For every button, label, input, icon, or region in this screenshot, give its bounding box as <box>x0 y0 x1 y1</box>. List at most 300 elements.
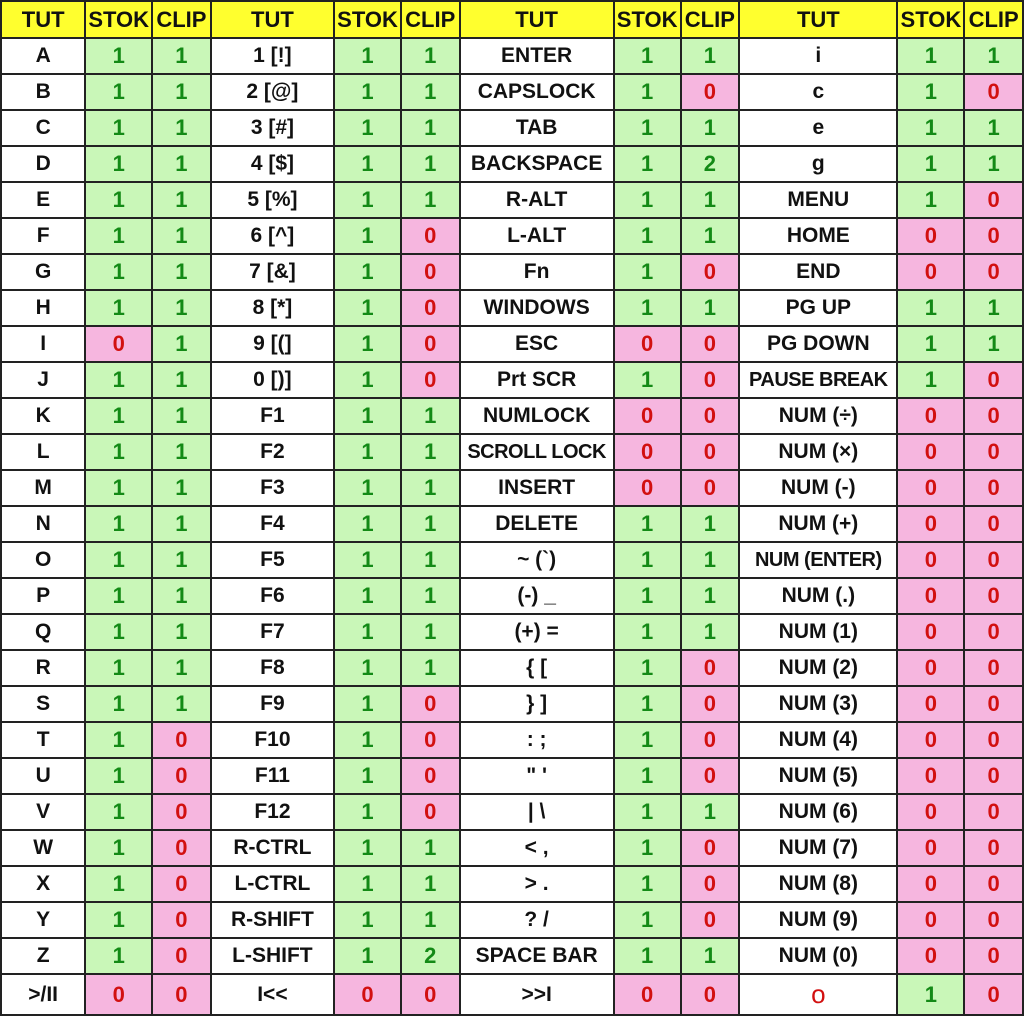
clip-value-cell: 0 <box>401 974 460 1015</box>
key-label-cell: R-SHIFT <box>211 902 334 938</box>
stok-value-cell: 1 <box>334 614 401 650</box>
clip-value-cell: 1 <box>152 650 211 686</box>
column-header-clip: CLIP <box>964 1 1023 38</box>
stok-value-cell: 1 <box>614 362 681 398</box>
stok-value-cell: 0 <box>897 866 964 902</box>
clip-value-cell: 1 <box>681 182 740 218</box>
stok-value-cell: 1 <box>614 542 681 578</box>
stok-value-cell: 1 <box>334 110 401 146</box>
column-header-tut: TUT <box>1 1 85 38</box>
stok-value-cell: 1 <box>85 254 152 290</box>
stok-value-cell: 0 <box>897 758 964 794</box>
key-label-cell: 1 [!] <box>211 38 334 74</box>
stok-value-cell: 0 <box>897 794 964 830</box>
key-label-cell: " ' <box>460 758 614 794</box>
key-label-cell: F12 <box>211 794 334 830</box>
table-row <box>1 470 1023 506</box>
table-body <box>1 38 1023 1015</box>
stok-value-cell: 1 <box>85 218 152 254</box>
clip-value-cell: 0 <box>681 398 740 434</box>
key-label-cell: 2 [@] <box>211 74 334 110</box>
stok-value-cell: 1 <box>614 902 681 938</box>
clip-value-cell: 1 <box>964 290 1023 326</box>
clip-value-cell: 0 <box>964 902 1023 938</box>
stok-value-cell: 1 <box>614 938 681 974</box>
key-label-cell: F9 <box>211 686 334 722</box>
stok-value-cell: 1 <box>85 110 152 146</box>
key-label-cell: U <box>1 758 85 794</box>
key-label-cell: NUM (4) <box>739 722 897 758</box>
clip-value-cell: 1 <box>401 614 460 650</box>
key-label-cell: > . <box>460 866 614 902</box>
key-label-cell: K <box>1 398 85 434</box>
stok-value-cell: 0 <box>614 326 681 362</box>
table-row <box>1 542 1023 578</box>
key-label-cell: PG UP <box>739 290 897 326</box>
stok-value-cell: 1 <box>85 614 152 650</box>
table-row <box>1 74 1023 110</box>
key-label-cell: F2 <box>211 434 334 470</box>
stok-value-cell: 1 <box>334 290 401 326</box>
stok-value-cell: 1 <box>334 146 401 182</box>
key-label-cell: PG DOWN <box>739 326 897 362</box>
key-label-cell: } ] <box>460 686 614 722</box>
clip-value-cell: 1 <box>681 794 740 830</box>
stok-value-cell: 1 <box>85 830 152 866</box>
key-label-cell: NUM (+) <box>739 506 897 542</box>
clip-value-cell: 1 <box>401 902 460 938</box>
clip-value-cell: 0 <box>152 902 211 938</box>
clip-value-cell: 0 <box>152 938 211 974</box>
key-label-cell: 7 [&] <box>211 254 334 290</box>
key-label-cell: ESC <box>460 326 614 362</box>
key-label-cell: N <box>1 506 85 542</box>
clip-value-cell: 0 <box>964 398 1023 434</box>
clip-value-cell: 1 <box>152 470 211 506</box>
stok-value-cell: 0 <box>897 434 964 470</box>
clip-value-cell: 0 <box>681 722 740 758</box>
key-label-cell: R-CTRL <box>211 830 334 866</box>
stok-value-cell: 0 <box>897 398 964 434</box>
table-row <box>1 218 1023 254</box>
table-row <box>1 938 1023 974</box>
key-label-cell: o <box>739 974 897 1015</box>
stok-value-cell: 1 <box>85 74 152 110</box>
clip-value-cell: 1 <box>401 110 460 146</box>
table-row <box>1 794 1023 830</box>
stok-value-cell: 1 <box>897 362 964 398</box>
key-label-cell: P <box>1 578 85 614</box>
table-row <box>1 362 1023 398</box>
key-label-cell: INSERT <box>460 470 614 506</box>
column-header-clip: CLIP <box>152 1 211 38</box>
stok-value-cell: 1 <box>85 866 152 902</box>
clip-value-cell: 0 <box>964 578 1023 614</box>
stok-value-cell: 0 <box>897 506 964 542</box>
key-label-cell: L <box>1 434 85 470</box>
clip-value-cell: 1 <box>681 218 740 254</box>
key-label-cell: R <box>1 650 85 686</box>
stok-value-cell: 1 <box>85 290 152 326</box>
clip-value-cell: 0 <box>964 506 1023 542</box>
stok-value-cell: 1 <box>85 938 152 974</box>
key-label-cell: A <box>1 38 85 74</box>
stok-value-cell: 0 <box>897 722 964 758</box>
stok-value-cell: 0 <box>897 254 964 290</box>
key-label-cell: F11 <box>211 758 334 794</box>
clip-value-cell: 0 <box>964 830 1023 866</box>
clip-value-cell: 1 <box>964 38 1023 74</box>
clip-value-cell: 0 <box>964 722 1023 758</box>
clip-value-cell: 1 <box>681 290 740 326</box>
clip-value-cell: 0 <box>964 614 1023 650</box>
key-label-cell: MENU <box>739 182 897 218</box>
clip-value-cell: 1 <box>401 146 460 182</box>
stok-value-cell: 1 <box>614 686 681 722</box>
stok-value-cell: 1 <box>614 146 681 182</box>
key-label-cell: F7 <box>211 614 334 650</box>
stok-value-cell: 1 <box>334 542 401 578</box>
key-label-cell: SPACE BAR <box>460 938 614 974</box>
table-row <box>1 290 1023 326</box>
key-label-cell: X <box>1 866 85 902</box>
stok-value-cell: 1 <box>334 38 401 74</box>
key-label-cell: NUM (.) <box>739 578 897 614</box>
clip-value-cell: 0 <box>964 974 1023 1015</box>
key-label-cell: F6 <box>211 578 334 614</box>
stok-value-cell: 1 <box>85 758 152 794</box>
column-header-tut: TUT <box>460 1 614 38</box>
clip-value-cell: 1 <box>152 326 211 362</box>
clip-value-cell: 1 <box>152 686 211 722</box>
stok-value-cell: 1 <box>614 578 681 614</box>
clip-value-cell: 1 <box>964 146 1023 182</box>
key-label-cell: NUM (×) <box>739 434 897 470</box>
key-label-cell: g <box>739 146 897 182</box>
clip-value-cell: 1 <box>964 110 1023 146</box>
stok-value-cell: 1 <box>897 290 964 326</box>
stok-value-cell: 0 <box>897 830 964 866</box>
clip-value-cell: 0 <box>964 758 1023 794</box>
clip-value-cell: 0 <box>681 254 740 290</box>
key-label-cell: 5 [%] <box>211 182 334 218</box>
stok-value-cell: 1 <box>334 650 401 686</box>
stok-value-cell: 1 <box>85 902 152 938</box>
stok-value-cell: 1 <box>85 182 152 218</box>
table-row <box>1 110 1023 146</box>
stok-value-cell: 1 <box>334 326 401 362</box>
clip-value-cell: 1 <box>152 434 211 470</box>
clip-value-cell: 1 <box>681 506 740 542</box>
stok-value-cell: 1 <box>614 614 681 650</box>
clip-value-cell: 0 <box>964 794 1023 830</box>
key-label-cell: L-ALT <box>460 218 614 254</box>
stok-value-cell: 1 <box>614 650 681 686</box>
key-label-cell: BACKSPACE <box>460 146 614 182</box>
stok-value-cell: 1 <box>897 146 964 182</box>
key-label-cell: F3 <box>211 470 334 506</box>
stok-value-cell: 0 <box>897 578 964 614</box>
stok-value-cell: 1 <box>614 830 681 866</box>
key-label-cell: 6 [^] <box>211 218 334 254</box>
clip-value-cell: 0 <box>681 434 740 470</box>
key-label-cell: NUM (2) <box>739 650 897 686</box>
clip-value-cell: 1 <box>681 38 740 74</box>
clip-value-cell: 0 <box>152 866 211 902</box>
clip-value-cell: 0 <box>964 938 1023 974</box>
stok-value-cell: 0 <box>85 974 152 1015</box>
stok-value-cell: 1 <box>85 470 152 506</box>
clip-value-cell: 1 <box>964 326 1023 362</box>
table-row <box>1 974 1023 1015</box>
stok-value-cell: 1 <box>614 218 681 254</box>
stok-value-cell: 1 <box>614 182 681 218</box>
key-label-cell: D <box>1 146 85 182</box>
key-label-cell: NUMLOCK <box>460 398 614 434</box>
key-label-cell: ~ (`) <box>460 542 614 578</box>
key-label-cell: CAPSLOCK <box>460 74 614 110</box>
key-label-cell: ENTER <box>460 38 614 74</box>
key-label-cell: (+) = <box>460 614 614 650</box>
key-label-cell: T <box>1 722 85 758</box>
stok-value-cell: 0 <box>334 974 401 1015</box>
stok-value-cell: 0 <box>897 542 964 578</box>
key-label-cell: NUM (ENTER) <box>739 542 897 578</box>
key-label-cell: NUM (9) <box>739 902 897 938</box>
key-label-cell: G <box>1 254 85 290</box>
key-label-cell: F <box>1 218 85 254</box>
key-label-cell: L-SHIFT <box>211 938 334 974</box>
clip-value-cell: 1 <box>152 578 211 614</box>
stok-value-cell: 1 <box>897 74 964 110</box>
key-label-cell: NUM (5) <box>739 758 897 794</box>
stok-value-cell: 1 <box>334 830 401 866</box>
key-label-cell: NUM (3) <box>739 686 897 722</box>
key-label-cell: F8 <box>211 650 334 686</box>
stok-value-cell: 1 <box>85 398 152 434</box>
clip-value-cell: 0 <box>401 686 460 722</box>
key-label-cell: NUM (÷) <box>739 398 897 434</box>
stok-value-cell: 0 <box>85 326 152 362</box>
table-row <box>1 722 1023 758</box>
stok-value-cell: 0 <box>897 218 964 254</box>
stok-value-cell: 1 <box>614 254 681 290</box>
clip-value-cell: 0 <box>681 686 740 722</box>
table-row <box>1 506 1023 542</box>
clip-value-cell: 0 <box>964 254 1023 290</box>
stok-value-cell: 1 <box>334 182 401 218</box>
clip-value-cell: 0 <box>401 218 460 254</box>
stok-value-cell: 1 <box>334 578 401 614</box>
clip-value-cell: 0 <box>681 866 740 902</box>
key-label-cell: TAB <box>460 110 614 146</box>
stok-value-cell: 1 <box>85 722 152 758</box>
clip-value-cell: 0 <box>964 74 1023 110</box>
stok-value-cell: 1 <box>614 38 681 74</box>
clip-value-cell: 1 <box>152 182 211 218</box>
key-label-cell: Y <box>1 902 85 938</box>
header-row <box>1 1 1023 38</box>
stok-value-cell: 1 <box>334 218 401 254</box>
clip-value-cell: 0 <box>964 218 1023 254</box>
clip-value-cell: 1 <box>681 614 740 650</box>
key-label-cell: I <box>1 326 85 362</box>
clip-value-cell: 1 <box>152 398 211 434</box>
key-label-cell: R-ALT <box>460 182 614 218</box>
clip-value-cell: 1 <box>152 110 211 146</box>
column-header-clip: CLIP <box>401 1 460 38</box>
clip-value-cell: 0 <box>152 974 211 1015</box>
stok-value-cell: 1 <box>85 506 152 542</box>
key-label-cell: PAUSE BREAK <box>739 362 897 398</box>
key-label-cell: E <box>1 182 85 218</box>
stok-value-cell: 1 <box>85 38 152 74</box>
stok-value-cell: 1 <box>85 434 152 470</box>
clip-value-cell: 1 <box>401 866 460 902</box>
stok-value-cell: 1 <box>85 578 152 614</box>
stok-value-cell: 0 <box>897 650 964 686</box>
table-row <box>1 650 1023 686</box>
stok-value-cell: 1 <box>334 686 401 722</box>
clip-value-cell: 1 <box>401 830 460 866</box>
stok-value-cell: 1 <box>334 74 401 110</box>
key-label-cell: O <box>1 542 85 578</box>
key-label-cell: (-) _ <box>460 578 614 614</box>
column-header-stok: STOK <box>334 1 401 38</box>
stok-value-cell: 1 <box>85 794 152 830</box>
column-header-stok: STOK <box>614 1 681 38</box>
key-label-cell: I<< <box>211 974 334 1015</box>
clip-value-cell: 0 <box>964 542 1023 578</box>
clip-value-cell: 1 <box>401 506 460 542</box>
clip-value-cell: 0 <box>681 326 740 362</box>
clip-value-cell: 1 <box>152 254 211 290</box>
key-label-cell: F4 <box>211 506 334 542</box>
clip-value-cell: 1 <box>401 650 460 686</box>
clip-value-cell: 1 <box>401 74 460 110</box>
table-row <box>1 866 1023 902</box>
column-header-tut: TUT <box>739 1 897 38</box>
stok-value-cell: 1 <box>85 542 152 578</box>
clip-value-cell: 1 <box>681 578 740 614</box>
key-label-cell: M <box>1 470 85 506</box>
key-label-cell: : ; <box>460 722 614 758</box>
key-label-cell: i <box>739 38 897 74</box>
key-label-cell: e <box>739 110 897 146</box>
table-row <box>1 146 1023 182</box>
clip-value-cell: 0 <box>401 758 460 794</box>
stok-value-cell: 0 <box>897 938 964 974</box>
clip-value-cell: 1 <box>401 542 460 578</box>
stok-value-cell: 1 <box>614 722 681 758</box>
clip-value-cell: 0 <box>964 650 1023 686</box>
column-header-stok: STOK <box>897 1 964 38</box>
clip-value-cell: 0 <box>152 830 211 866</box>
table-row <box>1 398 1023 434</box>
stok-value-cell: 0 <box>897 902 964 938</box>
table-row <box>1 578 1023 614</box>
stok-value-cell: 1 <box>614 794 681 830</box>
stok-value-cell: 0 <box>897 686 964 722</box>
clip-value-cell: 1 <box>152 362 211 398</box>
stok-value-cell: 1 <box>334 434 401 470</box>
clip-value-cell: 1 <box>152 506 211 542</box>
key-label-cell: Q <box>1 614 85 650</box>
clip-value-cell: 1 <box>152 146 211 182</box>
stok-value-cell: 1 <box>334 938 401 974</box>
clip-value-cell: 1 <box>152 290 211 326</box>
key-label-cell: c <box>739 74 897 110</box>
stok-value-cell: 1 <box>334 722 401 758</box>
clip-value-cell: 0 <box>401 722 460 758</box>
clip-value-cell: 1 <box>401 578 460 614</box>
clip-value-cell: 1 <box>152 542 211 578</box>
key-label-cell: 3 [#] <box>211 110 334 146</box>
clip-value-cell: 0 <box>964 434 1023 470</box>
stok-value-cell: 1 <box>334 866 401 902</box>
column-header-clip: CLIP <box>681 1 740 38</box>
table-row <box>1 182 1023 218</box>
key-label-cell: HOME <box>739 218 897 254</box>
stok-value-cell: 1 <box>334 254 401 290</box>
clip-value-cell: 2 <box>681 146 740 182</box>
clip-value-cell: 0 <box>401 794 460 830</box>
key-label-cell: F10 <box>211 722 334 758</box>
stok-value-cell: 1 <box>85 146 152 182</box>
clip-value-cell: 1 <box>401 38 460 74</box>
stok-value-cell: 1 <box>334 470 401 506</box>
clip-value-cell: 1 <box>401 182 460 218</box>
clip-value-cell: 0 <box>681 650 740 686</box>
stok-value-cell: 0 <box>614 470 681 506</box>
clip-value-cell: 0 <box>681 470 740 506</box>
stok-value-cell: 1 <box>614 506 681 542</box>
clip-value-cell: 1 <box>401 470 460 506</box>
key-label-cell: S <box>1 686 85 722</box>
clip-value-cell: 1 <box>681 110 740 146</box>
clip-value-cell: 0 <box>401 362 460 398</box>
column-header-tut: TUT <box>211 1 334 38</box>
clip-value-cell: 1 <box>152 218 211 254</box>
table-row <box>1 830 1023 866</box>
stok-value-cell: 1 <box>897 182 964 218</box>
clip-value-cell: 1 <box>401 398 460 434</box>
key-label-cell: NUM (7) <box>739 830 897 866</box>
key-label-cell: WINDOWS <box>460 290 614 326</box>
stok-value-cell: 1 <box>334 794 401 830</box>
key-label-cell: NUM (0) <box>739 938 897 974</box>
clip-value-cell: 1 <box>152 614 211 650</box>
key-label-cell: NUM (8) <box>739 866 897 902</box>
key-label-cell: H <box>1 290 85 326</box>
stok-value-cell: 1 <box>897 974 964 1015</box>
key-label-cell: J <box>1 362 85 398</box>
clip-value-cell: 0 <box>681 902 740 938</box>
clip-value-cell: 0 <box>964 470 1023 506</box>
key-label-cell: F5 <box>211 542 334 578</box>
key-label-cell: | \ <box>460 794 614 830</box>
table-row <box>1 758 1023 794</box>
stok-value-cell: 0 <box>614 974 681 1015</box>
stok-value-cell: 1 <box>334 506 401 542</box>
clip-value-cell: 0 <box>152 794 211 830</box>
stok-value-cell: 0 <box>614 398 681 434</box>
stok-value-cell: 1 <box>614 758 681 794</box>
stok-value-cell: 1 <box>85 686 152 722</box>
stok-value-cell: 1 <box>897 38 964 74</box>
clip-value-cell: 0 <box>964 686 1023 722</box>
clip-value-cell: 0 <box>681 362 740 398</box>
